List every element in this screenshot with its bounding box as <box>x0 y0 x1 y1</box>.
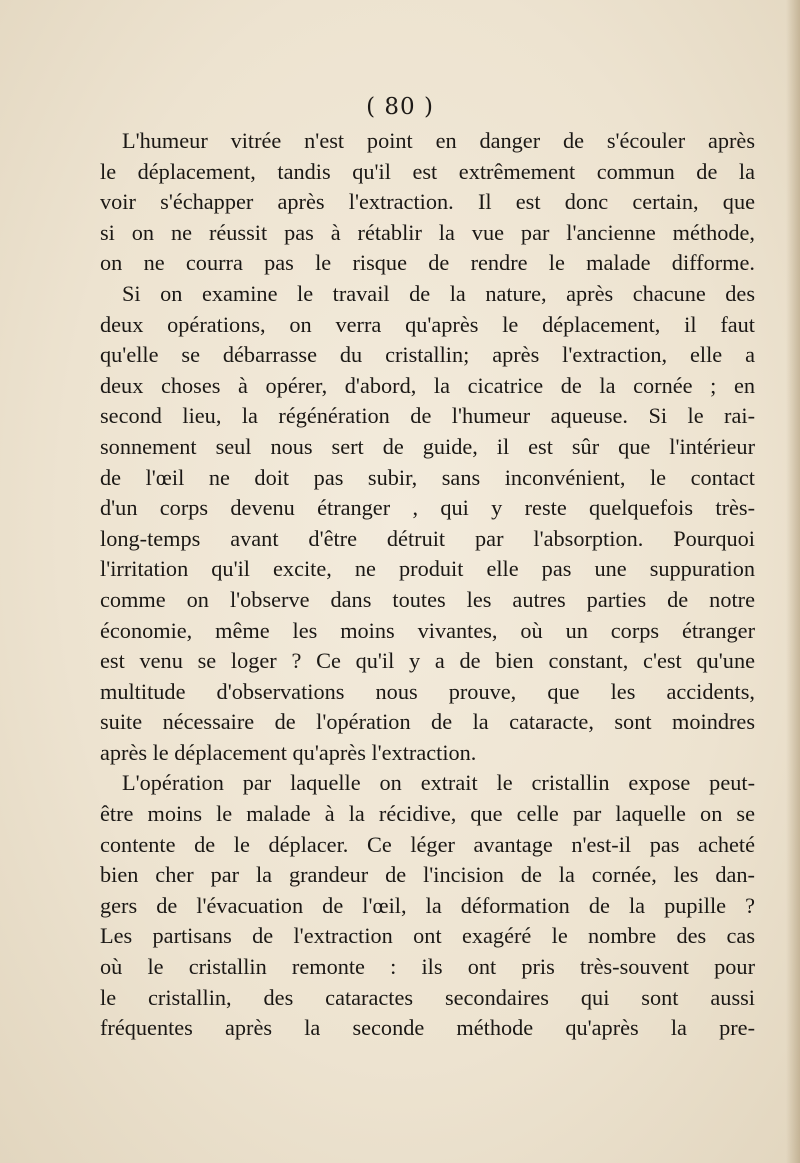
text-line: sonnement seul nous sert de guide, il est sûr que l'intérieur <box>100 433 755 459</box>
text-line: l'irritation qu'il excite, ne produit elle pas une suppuration <box>100 556 755 582</box>
text-line: est venu se loger ? Ce qu'il y a de bien constant, c'est qu'une <box>100 648 755 674</box>
text-line: bien cher par la grandeur de l'incision de la cornée, les dan- <box>100 862 755 888</box>
text-line: deux opérations, on verra qu'après le déplacement, il faut <box>100 311 755 337</box>
text-line: de l'œil ne doit pas subir, sans inconvénient, le contact <box>100 464 755 490</box>
body-text <box>100 126 755 1044</box>
text-line: fréquentes après la seconde méthode qu'après la pre- <box>100 1015 755 1041</box>
text-line: d'un corps devenu étranger , qui y reste quelquefois très- <box>100 495 755 521</box>
text-line: L'opération par laquelle on extrait le cristallin expose peut- <box>122 770 755 796</box>
text-line: être moins le malade à la récidive, que celle par laquelle on se <box>100 801 755 827</box>
text-line: qu'elle se débarrasse du cristallin; après l'extraction, elle a <box>100 342 755 368</box>
page-edge-shadow <box>786 0 800 1163</box>
text-line: long-temps avant d'être détruit par l'absorption. Pourquoi <box>100 525 755 551</box>
text-line: contente de le déplacer. Ce léger avantage n'est-il pas acheté <box>100 831 755 857</box>
text-line: le déplacement, tandis qu'il est extrêmement commun de la <box>100 158 755 184</box>
text-line: on ne courra pas le risque de rendre le malade difforme. <box>100 250 755 276</box>
text-line: second lieu, la régénération de l'humeur aqueuse. Si le rai- <box>100 403 755 429</box>
text-line: le cristallin, des cataractes secondaires qui sont aussi <box>100 984 755 1010</box>
text-line: voir s'échapper après l'extraction. Il est donc certain, que <box>100 189 755 215</box>
text-line: comme on l'observe dans toutes les autres parties de notre <box>100 586 755 612</box>
page-number: ( 80 ) <box>366 94 434 120</box>
text-line: Les partisans de l'extraction ont exagéré le nombre des cas <box>100 923 755 949</box>
text-line: économie, même les moins vivantes, où un corps étranger <box>100 617 755 643</box>
text-line: si on ne réussit pas à rétablir la vue par l'ancienne méthode, <box>100 219 755 245</box>
text-line: L'humeur vitrée n'est point en danger de s'écouler après <box>122 128 755 153</box>
text-line: gers de l'évacuation de l'œil, la déformation de la pupille ? <box>100 892 755 918</box>
text-line: suite nécessaire de l'opération de la cataracte, sont moindres <box>100 709 755 735</box>
text-line: Si on examine le travail de la nature, après chacune des <box>122 280 755 306</box>
text-line: après le déplacement qu'après l'extraction. <box>100 739 477 765</box>
text-line: deux choses à opérer, d'abord, la cicatrice de la cornée ; en <box>100 372 755 398</box>
text-line: multitude d'observations nous prouve, que les accidents, <box>100 678 755 704</box>
text-line: où le cristallin remonte : ils ont pris très-souvent pour <box>100 954 755 980</box>
